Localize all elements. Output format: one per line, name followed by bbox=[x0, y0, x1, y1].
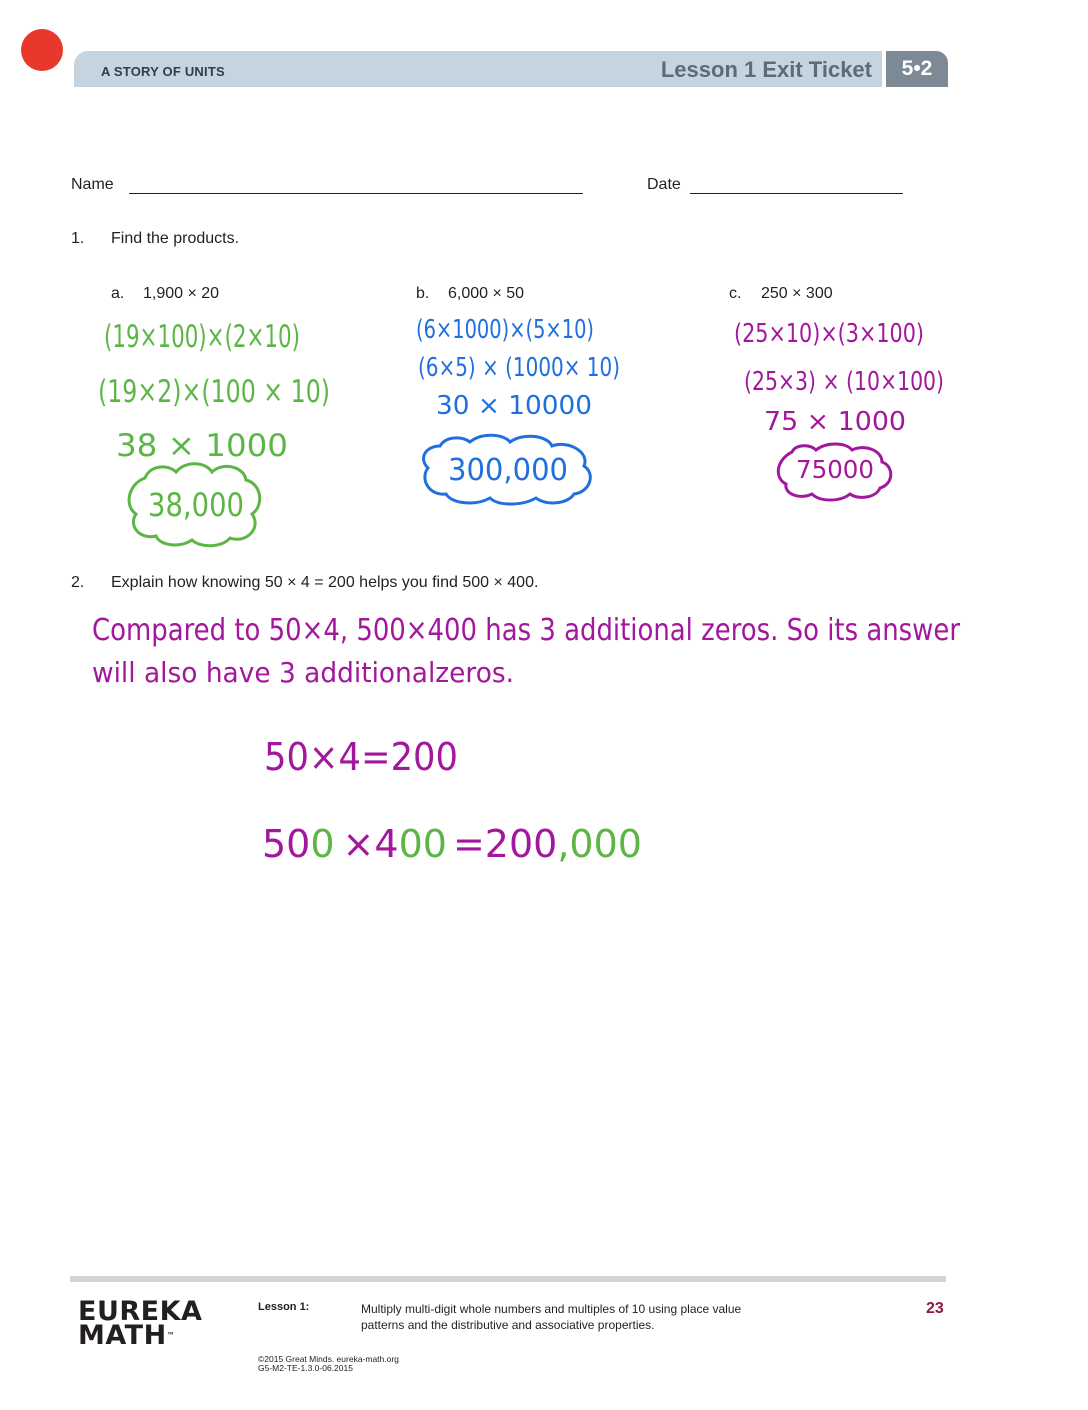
part-a-letter: a. bbox=[111, 285, 125, 302]
part-b-expression: 6,000 × 50 bbox=[448, 285, 525, 302]
problem-1-prompt: Find the products. bbox=[111, 230, 240, 247]
date-label: Date bbox=[647, 176, 681, 193]
trademark-mark: ™ bbox=[166, 1331, 176, 1340]
problem-2-prompt: Explain how knowing 50 × 4 = 200 helps you find 500 × 400. bbox=[111, 574, 539, 591]
footer-lesson-description: Multiply multi-digit whole numbers and multiples of 10 using place value patterns and the distributive and associative properties. bbox=[361, 1302, 742, 1332]
copyright-line-2: G5-M2-TE-1.3.0-06.2015 bbox=[258, 1363, 353, 1373]
part-b-work bbox=[416, 315, 620, 488]
part-c-work-line-2: (25×3) × (10×100) bbox=[744, 367, 944, 397]
eq2-added-zeros: 00 bbox=[398, 822, 447, 866]
equation-2 bbox=[262, 822, 642, 866]
part-a-expression: 1,900 × 20 bbox=[143, 285, 220, 302]
problem-2-number: 2. bbox=[71, 574, 85, 591]
eq2-part-50: 50 bbox=[262, 822, 311, 866]
part-c-letter: c. bbox=[729, 285, 742, 302]
part-a-work-line-3: 38 × 1000 bbox=[116, 428, 288, 464]
part-c-work bbox=[734, 319, 944, 484]
eq2-added-zero: 0 bbox=[310, 822, 335, 866]
part-a-work-line-1: (19×100)×(2×10) bbox=[104, 319, 300, 355]
grade-module-label: 5•2 bbox=[901, 57, 933, 80]
eq2-part-equals-200: =200 bbox=[452, 822, 558, 866]
footer-lesson-ref: Lesson 1: bbox=[258, 1301, 310, 1313]
part-b-letter: b. bbox=[416, 285, 430, 302]
part-a-answer: 38,000 bbox=[148, 486, 244, 524]
series-label: A STORY OF UNITS bbox=[101, 64, 225, 79]
part-b-work-line-1: (6×1000)×(5×10) bbox=[416, 315, 594, 345]
equation-1: 50×4=200 bbox=[264, 735, 458, 779]
page-number: 23 bbox=[926, 1300, 944, 1317]
logo-line-2 bbox=[78, 1320, 202, 1351]
footer-rule bbox=[70, 1276, 946, 1282]
part-b-answer: 300,000 bbox=[448, 453, 568, 488]
eq2-added-thousands: ,000 bbox=[557, 822, 642, 866]
explanation-line-1: Compared to 50×4, 500×400 has 3 additional zeros. So its answer bbox=[92, 613, 961, 648]
part-b-work-line-2: (6×5) × (1000× 10) bbox=[418, 353, 620, 383]
eq2-part-times-4: ×4 bbox=[342, 822, 399, 866]
problem-2-work bbox=[92, 613, 961, 866]
part-b-work-line-3: 30 × 10000 bbox=[436, 391, 592, 421]
eureka-math-logo bbox=[78, 1296, 203, 1351]
copyright bbox=[258, 1355, 399, 1373]
problem-1-number: 1. bbox=[71, 230, 85, 247]
copyright-line-1: ©2015 Great Minds. eureka-math.org bbox=[258, 1354, 399, 1364]
part-a-work-line-2: (19×2)×(100 × 10) bbox=[98, 374, 330, 410]
lesson-title: Lesson 1 Exit Ticket bbox=[660, 57, 872, 82]
name-label: Name bbox=[71, 176, 114, 193]
part-c-work-line-3: 75 × 1000 bbox=[764, 407, 906, 437]
logo-line-2-text: MATH bbox=[78, 1320, 167, 1351]
logo-line-1: EUREKA bbox=[78, 1296, 203, 1327]
part-c-work-line-1: (25×10)×(3×100) bbox=[734, 319, 924, 349]
explanation-line-2: will also have 3 additionalzeros. bbox=[92, 656, 514, 689]
part-c-answer: 75000 bbox=[796, 455, 874, 484]
part-c-expression: 250 × 300 bbox=[761, 285, 833, 302]
part-a-work bbox=[98, 319, 330, 524]
